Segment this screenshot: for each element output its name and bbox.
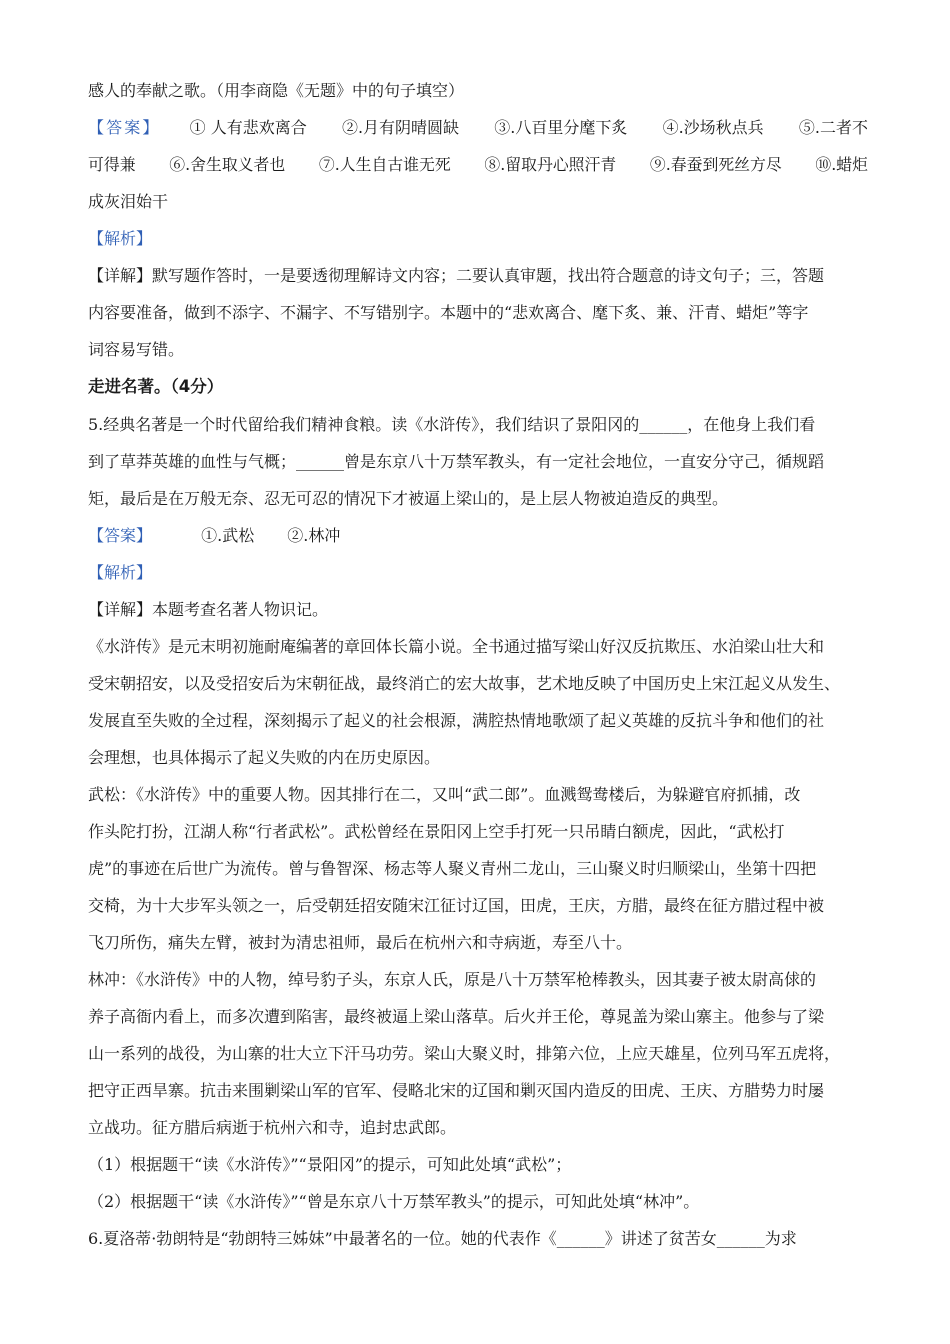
wusong-line: 飞刀所伤，痛失左臂，被封为清忠祖师，最后在杭州六和寺病逝，寿至八十。: [88, 933, 633, 952]
answer-item: ④.沙场秋点兵: [662, 118, 764, 137]
shuihu-line: 受宋朝招安，以及受招安后为宋朝征战，最终消亡的宏大故事，艺术地反映了中国历史上宋江起义从发生、: [88, 674, 841, 693]
analysis-tag: 【解析】: [88, 229, 153, 248]
detail-line: 【详解】本题考查名著人物识记。: [88, 600, 329, 619]
answer-item: ①.武松: [201, 526, 255, 545]
answer-item: ⑧.留取丹心照汗青: [484, 155, 617, 174]
answer-item: ⑨.春蚕到死丝方尽: [649, 155, 782, 174]
q5-line: 到了草莽英雄的血性与气概；______曾是东京八十万禁军教头，有一定社会地位，一直安分守己，循规蹈: [88, 452, 825, 471]
analysis-tag: 【解析】: [88, 563, 153, 582]
document-page: [88, 72, 868, 1257]
answer-item: 可得兼: [88, 155, 136, 174]
answer-item: ⑥.舍生取义者也: [169, 155, 286, 174]
wusong-line: 作头陀打扮，江湖人称“行者武松”。武松曾经在景阳冈上空手打死一只吊睛白额虎，因此，“武松打: [88, 822, 785, 841]
detail-line: 内容要准备，做到不添字、不漏字、不写错别字。本题中的“悲欢离合、麾下炙、兼、汗青、蜡炬”等字: [88, 303, 809, 322]
answer-item: ⑦.人生自古谁无死: [318, 155, 451, 174]
answer-row-3: 成灰泪始干: [88, 192, 169, 211]
note-line: （1）根据题干“读《水浒传》”“景阳冈”的提示，可知此处填“武松”；: [88, 1155, 572, 1174]
answer-item: ③.八百里分麾下炙: [494, 118, 628, 137]
note-line: （2）根据题干“读《水浒传》”“曾是东京八十万禁军教头”的提示，可知此处填“林冲”。: [88, 1192, 700, 1211]
q5-answer-row: [88, 517, 868, 554]
linchong-line: 立战功。征方腊后病逝于杭州六和寺，追封忠武郎。: [88, 1118, 457, 1137]
detail-line: 词容易写错。: [88, 340, 185, 359]
answer-item: ⑩.蜡炬: [815, 155, 868, 174]
answer-row-1: [88, 109, 868, 146]
linchong-line: 把守正西旱寨。抗击来围剿梁山军的官军、侵略北宋的辽国和剿灭国内造反的田虎、王庆、方腊势力时屡: [88, 1081, 825, 1100]
question-tail-line: 感人的奉献之歌。（用李商隐《无题》中的句子填空）: [88, 81, 465, 100]
answer-item: ⑤.二者不: [798, 118, 868, 137]
q5-line: 5.经典名著是一个时代留给我们精神食粮。读《水浒传》，我们结识了景阳冈的______，在他身上我们看: [88, 415, 816, 434]
answer-item: ②.月有阴晴圆缺: [341, 118, 460, 137]
answer-item: ②.林冲: [287, 526, 341, 545]
detail-line: 【详解】默写题作答时，一是要透彻理解诗文内容；二要认真审题，找出符合题意的诗文句子；三，答题: [88, 266, 825, 285]
linchong-line: 林冲：《水浒传》中的人物，绰号豹子头，东京人氏，原是八十万禁军枪棒教头，因其妻子被太尉高俅的: [88, 970, 817, 989]
wusong-line: 武松：《水浒传》中的重要人物。因其排行在二，又叫“武二郎”。血溅鸳鸯楼后，为躲避官府抓捕，改: [88, 785, 801, 804]
q5-line: 矩，最后是在万般无奈、忍无可忍的情况下才被逼上梁山的，是上层人物被迫造反的典型。: [88, 489, 729, 508]
answer-tag: 【答案】: [88, 526, 153, 545]
shuihu-line: 会理想，也具体揭示了起义失败的内在历史原因。: [88, 748, 441, 767]
wusong-line: 虎”的事迹在后世广为流传。曾与鲁智深、杨志等人聚义青州二龙山，三山聚义时归顺梁山，坐第十四把: [88, 859, 817, 878]
section-heading: 走进名著。（4分）: [88, 377, 224, 396]
shuihu-line: 发展直至失败的全过程，深刻揭示了起义的社会根源，满腔热情地歌颂了起义英雄的反抗斗争和他们的社: [88, 711, 825, 730]
linchong-line: 养子高衙内看上，而多次遭到陷害，最终被逼上梁山落草。后火并王伦，尊晁盖为梁山寨主。他参与了梁: [88, 1007, 825, 1026]
linchong-line: 山一系列的战役，为山寨的壮大立下汗马功劳。梁山大聚义时，排第六位，上应天雄星，位列马军五虎将，: [88, 1044, 841, 1063]
wusong-line: 交椅，为十大步军头领之一，后受朝廷招安随宋江征讨辽国，田虎，王庆，方腊，最终在征方腊过程中被: [88, 896, 825, 915]
q6-line: 6.夏洛蒂·勃朗特是“勃朗特三姊妹”中最著名的一位。她的代表作《______》讲述了贫苦女______为求: [88, 1229, 797, 1248]
answer-item: ① 人有悲欢离合: [189, 118, 307, 137]
answer-row-2: [88, 146, 868, 183]
shuihu-line: 《水浒传》是元末明初施耐庵编著的章回体长篇小说。全书通过描写梁山好汉反抗欺压、水泊梁山壮大和: [88, 637, 825, 656]
answer-tag: 【答案】: [88, 118, 161, 137]
